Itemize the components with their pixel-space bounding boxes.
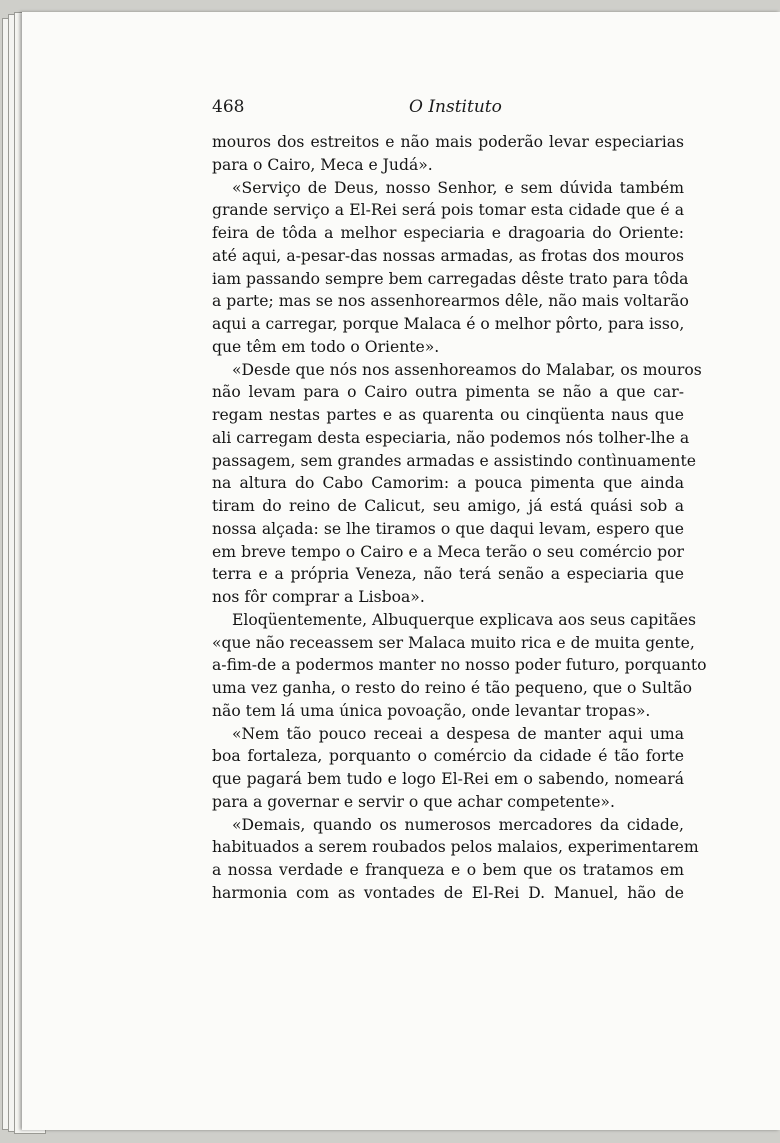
text-line: terra e a própria Veneza, não terá senão a especiaria que bbox=[212, 565, 684, 584]
text-line: boa fortaleza, porquanto o comércio da cidade é tão forte bbox=[212, 747, 684, 766]
text-line: passagem, sem grandes armadas e assistindo contìnuamente bbox=[212, 451, 696, 470]
text-line: para a governar e servir o que achar competente». bbox=[212, 792, 615, 811]
text-line: nossa alçada: se lhe tiramos o que daqui levam, espero que bbox=[212, 519, 684, 538]
text-line: a-fim-de a podermos manter no nosso poder futuro, porquanto bbox=[212, 656, 707, 675]
text-line: ali carregam desta especiaria, não podemos nós tolher-lhe a bbox=[212, 428, 690, 447]
page-number: 468 bbox=[212, 97, 245, 117]
text-line: regam nestas partes e as quarenta ou cinqüenta naus que bbox=[212, 406, 684, 424]
text-line: para o Cairo, Meca e Judá». bbox=[212, 155, 433, 174]
text-line: a parte; mas se nos assenhorearmos dêle, não mais voltarão bbox=[212, 292, 689, 311]
text-line: tiram do reino de Calicut, seu amigo, já está quási sob a bbox=[212, 497, 684, 515]
text-line: nos fôr comprar a Lisboa». bbox=[212, 588, 425, 606]
text-line: não tem lá uma única povoação, onde levantar tropas». bbox=[212, 701, 651, 720]
text-line: grande serviço a El-Rei será pois tomar esta cidade que é a bbox=[212, 201, 684, 220]
page-header bbox=[212, 97, 682, 121]
text-line: que têm em todo o Oriente». bbox=[212, 337, 440, 356]
text-line: a nossa verdade e franqueza e o bem que os tratamos em bbox=[212, 861, 684, 879]
text-line: harmonia com as vontades de El-Rei D. Manuel, hão de bbox=[212, 883, 684, 902]
text-line: não levam para o Cairo outra pimenta se não a que car- bbox=[212, 383, 684, 402]
text-line: «Desde que nós nos assenhoreamos do Malabar, os mouros bbox=[232, 360, 702, 379]
body-text bbox=[212, 131, 707, 905]
text-line: «Demais, quando os numerosos mercadores da cidade, bbox=[232, 815, 684, 834]
text-line: «Nem tão pouco receai a despesa de manter aqui uma bbox=[232, 724, 684, 743]
text-line: aqui a carregar, porque Malaca é o melhor pôrto, para isso, bbox=[212, 315, 685, 333]
text-line: feira de tôda a melhor especiaria e dragoaria do Oriente: bbox=[212, 224, 684, 242]
text-line: uma vez ganha, o resto do reino é tão pequeno, que o Sultão bbox=[212, 679, 693, 697]
text-line: na altura do Cabo Camorim: a pouca pimenta que ainda bbox=[212, 474, 684, 493]
text-line: habituados a serem roubados pelos malaios, experimentarem bbox=[212, 838, 699, 857]
text-line: até aqui, a-pesar-das nossas armadas, as frotas dos mouros bbox=[212, 246, 684, 265]
text-line: em breve tempo o Cairo e a Meca terão o seu comércio por bbox=[212, 542, 684, 561]
text-line: que pagará bem tudo e logo El-Rei em o sabendo, nomeará bbox=[212, 770, 684, 788]
text-line: «que não receassem ser Malaca muito rica e de muita gente, bbox=[212, 633, 695, 652]
text-line: Eloqüentemente, Albuquerque explicava aos seus capitães bbox=[232, 610, 696, 629]
running-title: O Instituto bbox=[409, 97, 502, 117]
text-line: «Serviço de Deus, nosso Senhor, e sem dúvida também bbox=[232, 178, 684, 197]
text-line: iam passando sempre bem carregadas dêste trato para tôda bbox=[212, 269, 689, 288]
text-line: mouros dos estreitos e não mais poderão levar especiarias bbox=[212, 133, 684, 151]
